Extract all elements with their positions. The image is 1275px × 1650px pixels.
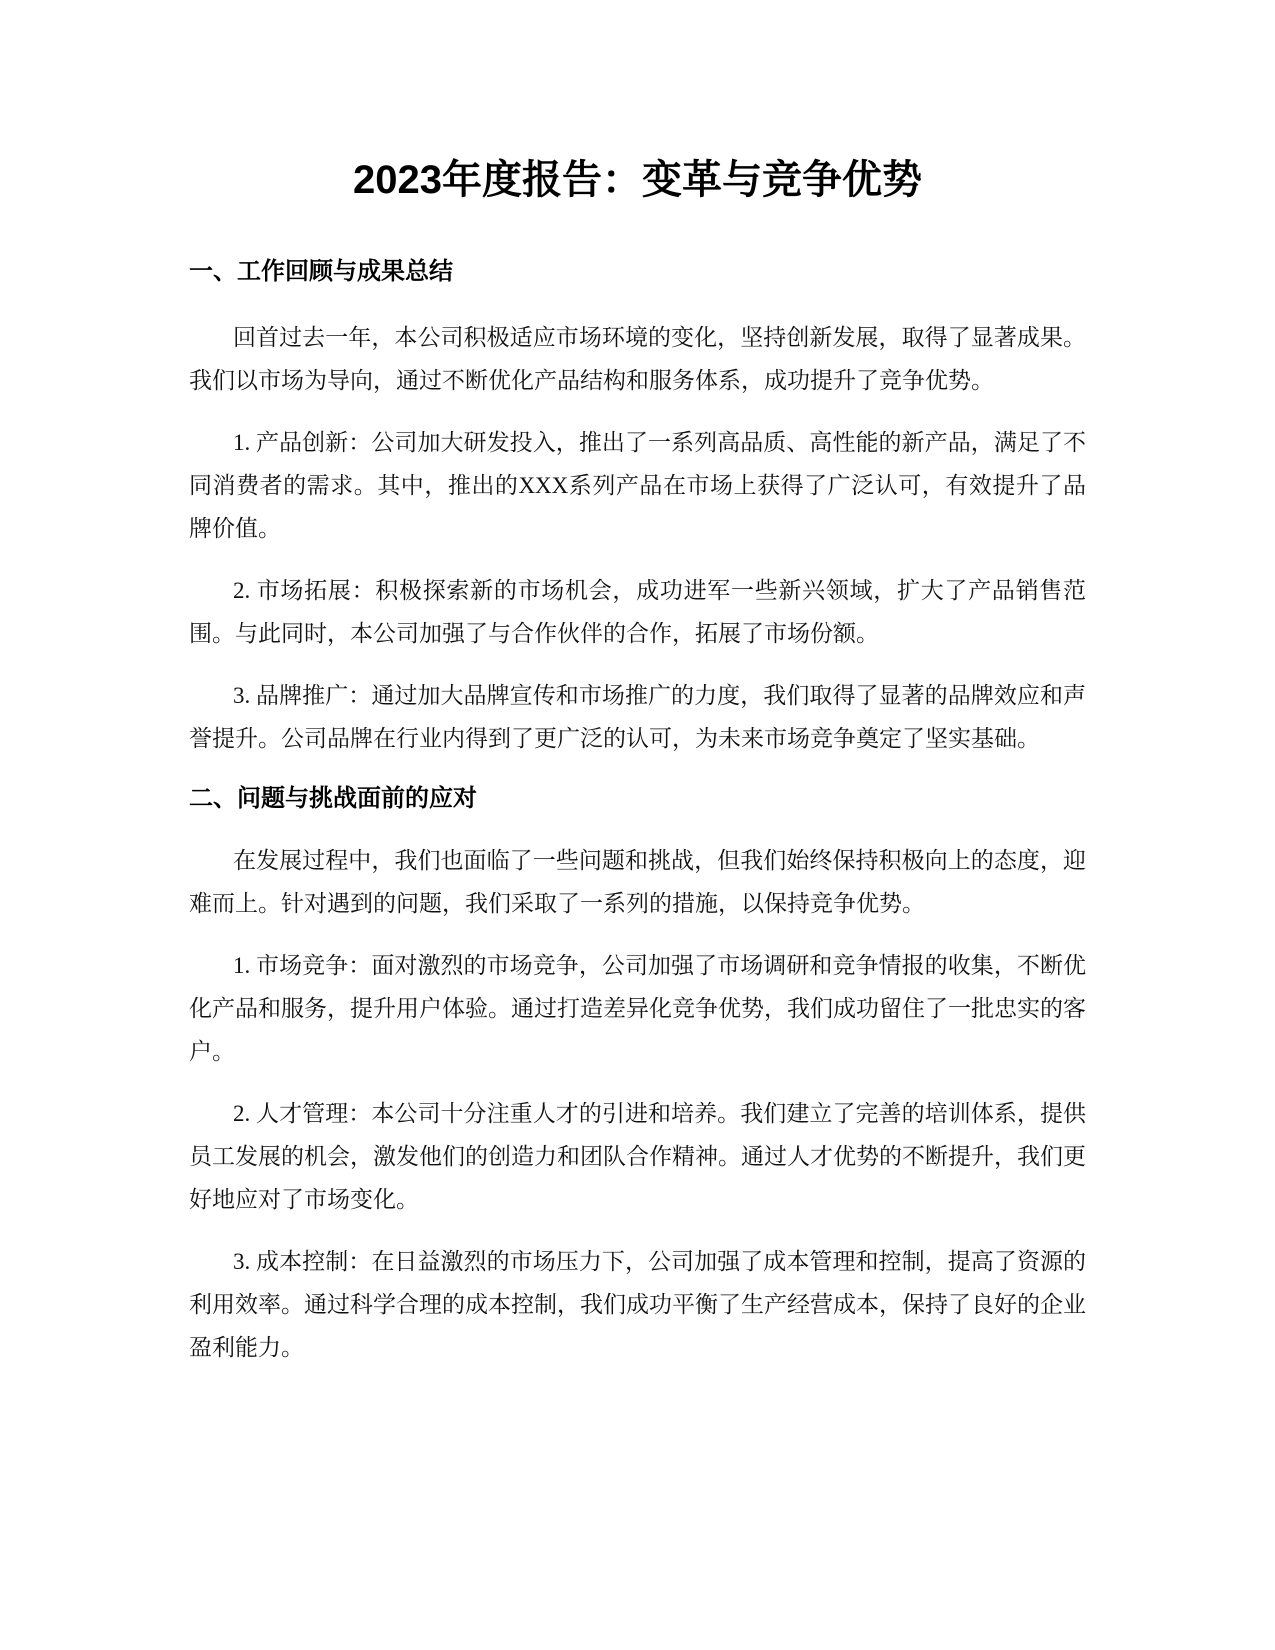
document-body: [189, 148, 1086, 1369]
list-item-brand-promotion: 3. 品牌推广：通过加大品牌宣传和市场推广的力度，我们取得了显著的品牌效应和声誉提升。公司品牌在行业内得到了更广泛的认可，为未来市场竞争奠定了坚实基础。: [189, 683, 1086, 751]
section-heading-review: 一、工作回顾与成果总结: [189, 258, 453, 285]
list-item-product-innovation: 1. 产品创新：公司加大研发投入，推出了一系列高品质、高性能的新产品，满足了不同消费者的需求。其中，推出的XXX系列产品在市场上获得了广泛认可，有效提升了品牌价值。: [189, 430, 1086, 541]
section-intro-review: 回首过去一年，本公司积极适应市场环境的变化，坚持创新发展，取得了显著成果。我们以市场为导向，通过不断优化产品结构和服务体系，成功提升了竞争优势。: [189, 325, 1086, 393]
list-item-market-expansion: 2. 市场拓展：积极探索新的市场机会，成功进军一些新兴领域，扩大了产品销售范围。与此同时，本公司加强了与合作伙伴的合作，拓展了市场份额。: [189, 578, 1086, 646]
list-item-cost-control: 3. 成本控制：在日益激烈的市场压力下，公司加强了成本管理和控制，提高了资源的利用效率。通过科学合理的成本控制，我们成功平衡了生产经营成本，保持了良好的企业盈利能力。: [189, 1249, 1086, 1360]
document-title: 2023年度报告：变革与竞争优势: [353, 158, 922, 202]
list-item-talent-management: 2. 人才管理：本公司十分注重人才的引进和培养。我们建立了完善的培训体系，提供员工发展的机会，激发他们的创造力和团队合作精神。通过人才优势的不断提升，我们更好地应对了市场变化。: [189, 1101, 1086, 1212]
section-intro-challenges: 在发展过程中，我们也面临了一些问题和挑战，但我们始终保持积极向上的态度，迎难而上。针对遇到的问题，我们采取了一系列的措施，以保持竞争优势。: [189, 848, 1086, 916]
section-heading-challenges: 二、问题与挑战面前的应对: [189, 785, 477, 812]
list-item-market-competition: 1. 市场竞争：面对激烈的市场竞争，公司加强了市场调研和竞争情报的收集，不断优化产品和服务，提升用户体验。通过打造差异化竞争优势，我们成功留住了一批忠实的客户。: [189, 953, 1086, 1064]
